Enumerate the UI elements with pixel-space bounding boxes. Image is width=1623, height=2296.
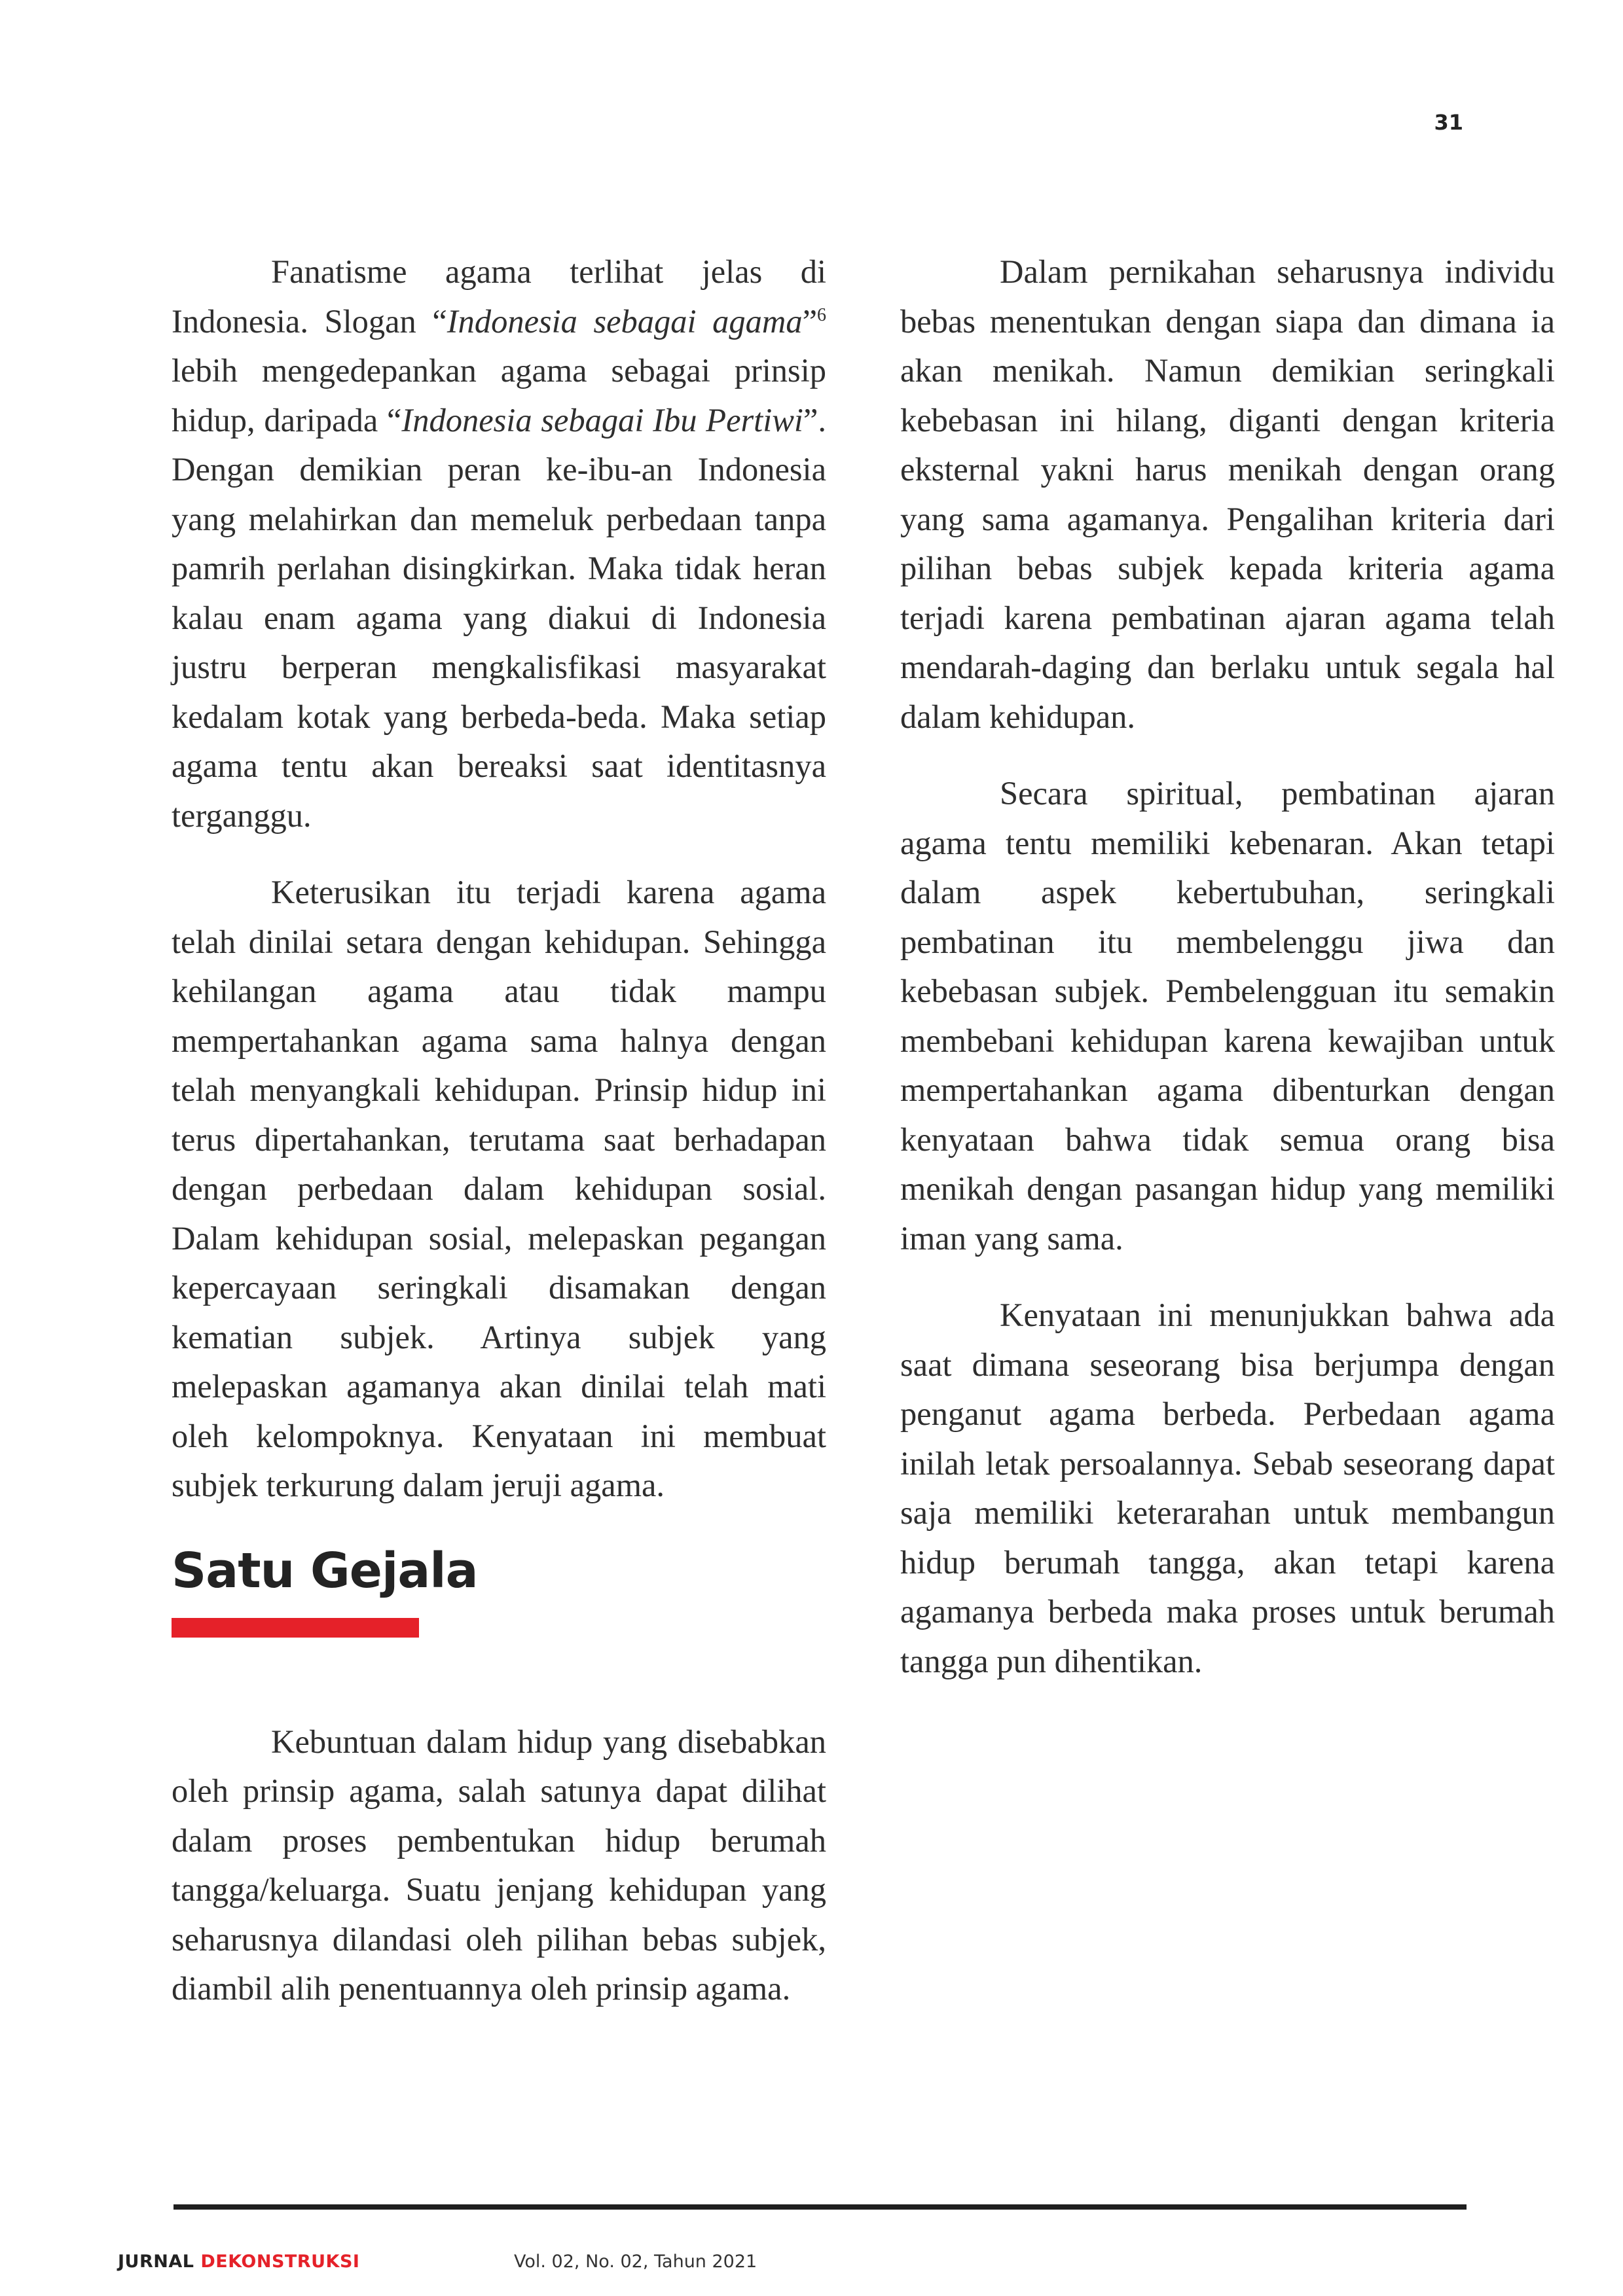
left-column [172, 247, 826, 2041]
text-run: lebih mengedepankan agama sebagai prinsip hidup, daripada “ [172, 352, 826, 439]
body-paragraph-kenyataan: Kenyataan ini menunjukkan bahwa ada saat dimana seseorang bisa berjumpa dengan penganut agama berbeda. Perbedaan agama inilah letak persoalannya. Sebab seseorang dapat saja memiliki keterarahan untuk membangun hidup berumah tangga, akan tetapi karena agamanya berbeda maka proses untuk berumah tangga pun dihentikan. [900, 1297, 1555, 1679]
journal-name-part2: DEKONSTRUKSI [200, 2251, 360, 2272]
body-paragraph-keterusikan: Keterusikan itu terjadi karena agama telah dinilai setara dengan kehidupan. Sehingga kehilangan agama atau tidak mampu mempertahankan agama sama halnya dengan telah menyangkali kehidupan. Prinsip hidup ini terus dipertahankan, terutama saat berhadapan dengan perbedaan dalam kehidupan sosial. Dalam kehidupan sosial, melepaskan pegangan kepercayaan seringkali disamakan dengan kematian subjek. Artinya subjek yang melepaskan agamanya akan dinilai telah mati oleh kelompoknya. Kenyataan ini membuat subjek terkurung dalam jeruji agama. [172, 874, 826, 1503]
journal-name [118, 2251, 359, 2272]
italic-quote: Indonesia sebagai agama [447, 302, 803, 340]
text-run: Fanatisme agama terlihat jelas di Indonesia. Slogan “ [172, 253, 826, 340]
text-run: ”. Dengan demikian peran ke-ibu-an Indonesia yang melahirkan dan memeluk perbedaan tanpa pamrih perlahan disingkirkan. Maka tidak heran kalau enam agama yang diakui di Indonesia justru berperan mengkalisfikasi masyarakat kedalam kotak yang berbeda-beda. Maka setiap agama tentu akan bereaksi saat identitasnya terganggu. [172, 401, 826, 834]
footnote-marker[interactable]: 6 [817, 304, 826, 325]
page-number: 31 [1434, 110, 1463, 135]
italic-quote: Indonesia sebagai Ibu Pertiwi [401, 401, 803, 439]
body-paragraph-kebuntuan: Kebuntuan dalam hidup yang disebabkan oleh prinsip agama, salah satunya dapat dilihat dalam proses pembentukan hidup berumah tangga/keluarga. Suatu jenjang kehidupan yang seharusnya dilandasi oleh pilihan bebas subjek, diambil alih penentuannya oleh prinsip agama. [172, 1723, 826, 2007]
body-paragraph-pernikahan: Dalam pernikahan seharusnya individu bebas menentukan dengan siapa dan dimana ia akan menikah. Namun demikian seringkali kebebasan ini hilang, diganti dengan kriteria eksternal yakni harus menikah dengan orang yang sama agamanya. Pengalihan kriteria dari pilihan bebas subjek kepada kriteria agama terjadi karena pembatinan ajaran agama telah mendarah-daging dan berlaku untuk segala hal dalam kehidupan. [900, 253, 1555, 735]
journal-name-part1: JURNAL [118, 2251, 201, 2272]
body-paragraph-fanatisme [172, 247, 826, 840]
footer-divider [173, 2204, 1467, 2210]
right-column [900, 247, 1555, 1713]
heading-accent-bar [172, 1618, 419, 1638]
volume-info: Vol. 02, No. 02, Tahun 2021 [514, 2251, 757, 2272]
body-paragraph-spiritual: Secara spiritual, pembatinan ajaran agama tentu memiliki kebenaran. Akan tetapi dalam aspek kebertubuhan, seringkali pembatinan itu membelenggu jiwa dan kebebasan subjek. Pembelengguan itu semakin membebani kehidupan karena kewajiban untuk mempertahankan agama dibenturkan dengan kenyataan bahwa tidak semua orang bisa menikah dengan pasangan hidup yang memiliki iman yang sama. [900, 775, 1555, 1257]
text-run: ” [802, 302, 817, 340]
section-heading: Satu Gejala [172, 1542, 478, 1599]
